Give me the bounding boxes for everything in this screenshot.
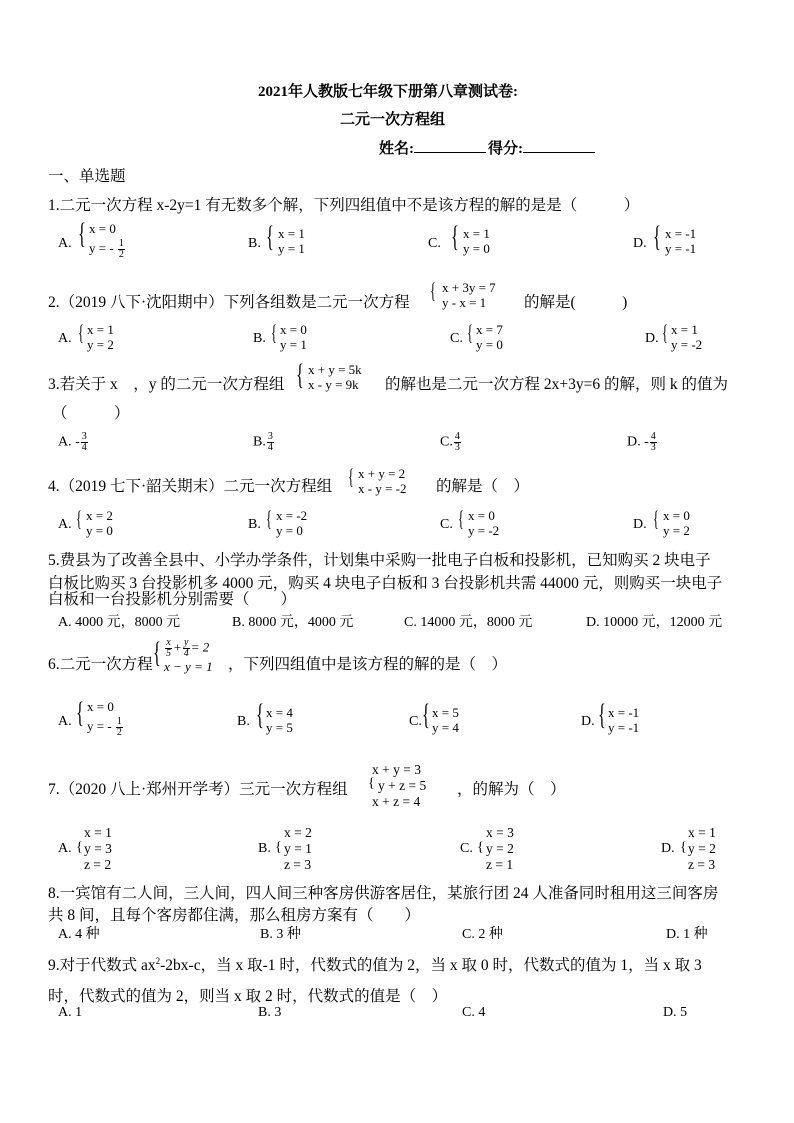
question-5-option-c[interactable]: C. 14000 元，8000 元 (404, 615, 533, 630)
equation-system: x = 0 y = 1 (280, 322, 307, 352)
question-3-option-c[interactable]: C. $\frac{4}{3}$ (440, 431, 460, 453)
equation-system: x = 0 y = - $\frac{1}{2}$ (89, 221, 124, 260)
fraction: $\frac{y}{4}$ (183, 637, 189, 659)
option-letter: B. (248, 517, 261, 532)
equation-system: x = 4 y = 5 (266, 705, 293, 735)
question-9-option-c[interactable]: C. 4 (462, 1005, 486, 1020)
option-letter: D. (661, 841, 675, 856)
question-8-line-1: 8.一宾馆有二人间，三人间，四人间三种客房供游客居住，某旅行团 24 人准备同时租用这三间客房 (48, 885, 719, 902)
question-3-option-b[interactable]: B. $\frac{3}{4}$ (253, 431, 273, 453)
option-letter: D. (581, 714, 595, 729)
equation-system: x = 1 y = 3 z = 2 (84, 825, 112, 872)
equation-system: x = 5 y = 4 (432, 705, 459, 735)
brace-icon: { (153, 636, 161, 669)
fraction: $\frac{1}{2}$ (118, 238, 124, 260)
question-2-stem-a: 2.（2019 八下·沈阳期中）下列各组数是二元一次方程 (48, 294, 410, 311)
question-8-option-a[interactable]: A. 4 种 (58, 927, 100, 942)
option-letter: A. (58, 236, 72, 251)
score-label: 得分: (488, 141, 523, 157)
question-8-option-c[interactable]: C. 2 种 (462, 927, 503, 942)
question-1-stem: 1.二元一次方程 x-2y=1 有无数多个解，下列四组值中不是该方程的解的是是（ ） (48, 197, 640, 214)
question-9-option-a[interactable]: A. 1 (58, 1005, 83, 1020)
brace-icon: { (76, 840, 83, 855)
fraction: $\frac{x}{5}$ (166, 637, 171, 659)
brace-icon: { (662, 320, 668, 345)
option-letter: D. (633, 517, 647, 532)
option-letter: B. (253, 331, 266, 346)
equation-system: x = 2 y = 0 (86, 508, 113, 538)
question-6-stem-b: ，下列四组值中是该方程的解的是（ ） (228, 656, 508, 673)
equation-system: x + y = 5k x - y = 9k (308, 362, 362, 392)
option-letter: C. (428, 236, 441, 251)
brace-icon: { (296, 358, 304, 391)
page-subtitle: 二元一次方程组 (340, 112, 446, 128)
equation-system: x = 1 y = -2 (671, 322, 703, 352)
brace-icon: { (653, 506, 659, 531)
brace-icon: { (275, 840, 282, 855)
option-letter: C. (460, 841, 473, 856)
brace-icon: { (78, 217, 86, 250)
option-letter: B. (258, 841, 271, 856)
fraction: $\frac{1}{2}$ (116, 716, 122, 738)
equation-system: x + 3y = 7 y - x = 1 (442, 280, 496, 310)
equation-system: x = -1 y = -1 (608, 705, 640, 735)
option-letter: A. (58, 517, 72, 532)
option-letter: C. (440, 517, 453, 532)
brace-icon: { (598, 698, 606, 731)
name-label: 姓名: (379, 141, 414, 157)
brace-icon: { (458, 506, 464, 531)
question-9-option-b[interactable]: B. 3 (258, 1005, 282, 1020)
equation-system: x + y = 3 y + z = 5 x + z = 4 (372, 762, 427, 809)
brace-icon: { (76, 696, 84, 729)
equation-system: x = -2 y = 0 (276, 508, 308, 538)
question-4-stem-a: 4.（2019 七下·韶关期末）二元一次方程组 (48, 478, 333, 495)
equation-system: x = 0 y = - $\frac{1}{2}$ (87, 699, 122, 738)
question-3-stem-c: （ ） (52, 405, 130, 422)
equation-system: x = 0 y = 2 (663, 508, 690, 538)
equation-system: x = 1 y = 0 (463, 226, 490, 256)
name-blank[interactable] (414, 152, 486, 153)
question-8-option-b[interactable]: B. 3 种 (260, 927, 301, 942)
equation-system: x = 7 y = 0 (476, 322, 503, 352)
brace-icon: { (266, 220, 274, 253)
question-5-option-d[interactable]: D. 10000 元，12000 元 (586, 615, 723, 630)
equation-system: x = 1 y = 2 (87, 322, 114, 352)
equation-system: x = 1 y = 1 (278, 226, 305, 256)
question-2-stem-b: 的解是( ) (524, 294, 628, 311)
question-7-stem-a: 7.（2020 八上·郑州开学考）三元一次方程组 (48, 781, 348, 798)
equation-system: x = 2 y = 1 z = 3 (284, 825, 312, 872)
brace-icon: { (266, 506, 272, 531)
option-letter: A. (58, 841, 72, 856)
brace-icon: { (78, 320, 84, 345)
question-5-line-1: 5.费县为了改善全县中、小学办学条件，计划集中采购一批电子白板和投影机，已知购买 2 块电子 (48, 552, 711, 569)
equation-system: $\frac{x}{5}$ + $\frac{y}{4}$ = 2 x − y = 1 (164, 637, 213, 674)
question-3-stem-a: 3.若关于 x ，y 的二元一次方程组 (48, 376, 285, 393)
question-8-option-d[interactable]: D. 1 种 (666, 927, 708, 942)
question-7-stem-b: ，的解为（ ） (457, 781, 566, 798)
option-letter: C. (409, 714, 422, 729)
equation-system: x = 0 y = -2 (468, 508, 500, 538)
question-6-stem-a: 6.二元一次方程 (48, 656, 153, 673)
fraction: $\frac{3}{4}$ (267, 431, 273, 453)
equation-system: x = 1 y = 2 z = 3 (688, 825, 716, 872)
question-9-line-2: 时，代数式的值为 2，则当 x 取 2 时，代数式的值是（ ） (48, 988, 448, 1005)
section-heading: 一、单选题 (48, 168, 126, 185)
question-8-line-2: 共 8 间，且每个客房都住满，那么租房方案有（ ） (48, 907, 421, 924)
brace-icon: { (422, 698, 430, 731)
option-letter: D. (645, 331, 659, 346)
option-letter: C. (450, 331, 463, 346)
page-title: 2021年人教版七年级下册第八章测试卷: (258, 84, 518, 100)
brace-icon: { (430, 278, 436, 303)
fraction: $\frac{4}{3}$ (454, 431, 460, 453)
equation-system: x = 3 y = 2 z = 1 (486, 825, 514, 872)
question-9-line-1: 9.对于代数式 $ax^2-2bx-c$，当 x 取-1 时，代数式的值为 2，当 x 取 0 时，代数式的值为 1，当 x 取 3 (48, 955, 702, 974)
question-3-stem-b: 的解也是二元一次方程 2x+3y=6 的解，则 k 的值为 (385, 376, 728, 393)
brace-icon: { (76, 506, 82, 531)
brace-icon: { (368, 776, 375, 791)
brace-icon: { (451, 220, 459, 253)
name-field[interactable] (379, 137, 595, 158)
brace-icon: { (348, 464, 354, 489)
option-letter: B. (248, 236, 261, 251)
brace-icon: { (271, 320, 277, 345)
option-letter: A. (58, 714, 72, 729)
brace-icon: { (256, 698, 264, 731)
question-3-option-d[interactable]: D. - $\frac{4}{3}$ (627, 431, 656, 453)
brace-icon: { (680, 840, 687, 855)
equation-system: x + y = 2 x - y = -2 (358, 466, 407, 496)
option-letter: A. (58, 331, 72, 346)
question-5-line-2: 白板比购买 3 台投影机多 4000 元，购买 4 块电子白板和 3 台投影机共需 44000 元，则购买一块电子 (48, 575, 723, 592)
brace-icon: { (477, 840, 484, 855)
question-5-option-a[interactable]: A. 4000 元，8000 元 (58, 615, 181, 630)
question-5-line-3: 白板和一台投影机分别需要（ ） (48, 591, 297, 608)
question-9-option-d[interactable]: D. 5 (663, 1005, 688, 1020)
option-letter: B. (237, 714, 250, 729)
brace-icon: { (467, 320, 473, 345)
score-blank[interactable] (523, 152, 595, 153)
brace-icon: { (653, 220, 661, 253)
question-4-stem-b: 的解是（ ） (436, 478, 530, 495)
fraction: $\frac{4}{3}$ (650, 431, 656, 453)
question-5-option-b[interactable]: B. 8000 元，4000 元 (232, 615, 354, 630)
equation-system: x = -1 y = -1 (665, 226, 697, 256)
option-letter: D. (633, 236, 647, 251)
question-3-option-a[interactable]: A. - $\frac{3}{4}$ (58, 431, 87, 453)
fraction: $\frac{3}{4}$ (81, 431, 87, 453)
